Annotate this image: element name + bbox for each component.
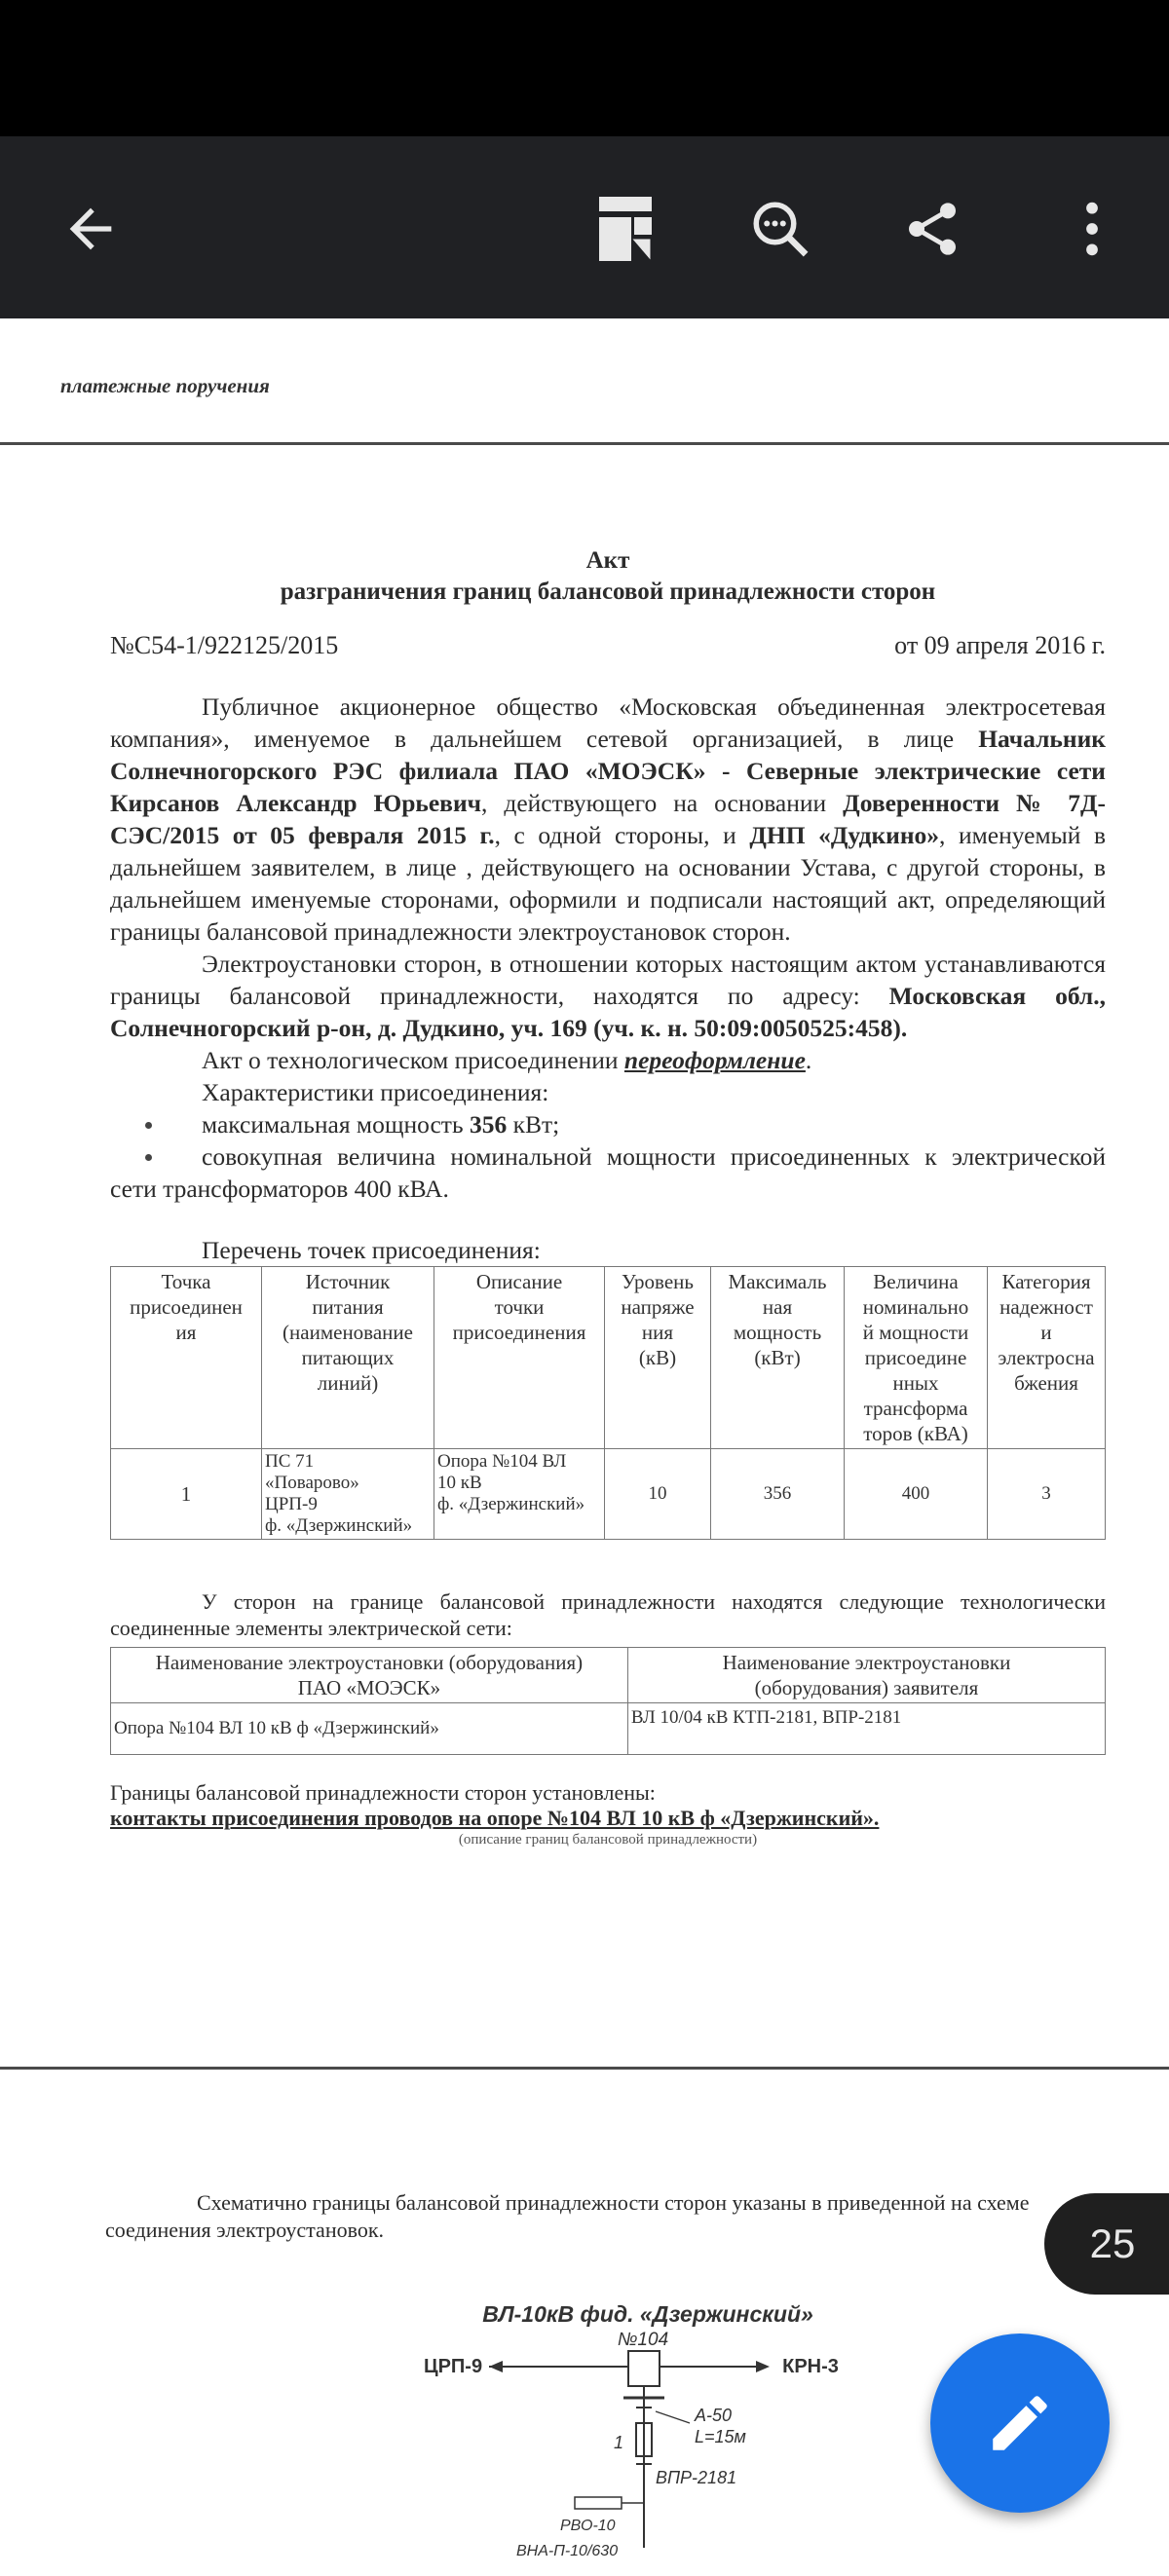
paragraph-address: Электроустановки сторон, в отношении которых настоящим актом устанавливаются границы балансовой принадлежности, находятся по адресу: Московская обл., Солнечногорский р-он, д. Дудкино, уч. 169 (уч. к. н. 50:09:0050525:458). <box>110 950 1106 1042</box>
diagram-rvo-label: РВО-10 <box>560 2518 616 2534</box>
act-document <box>110 545 1106 1848</box>
more-vert-icon <box>1082 198 1102 260</box>
table-cell: 400 <box>845 1449 988 1540</box>
search-button[interactable] <box>736 185 824 273</box>
borders-title: Границы балансовой принадлежности сторон установлены: <box>110 1780 656 1805</box>
bullet-icon <box>145 1122 152 1129</box>
doc-title <box>110 545 1106 608</box>
table-header-row <box>111 1648 1106 1703</box>
borders-text: контакты присоединения проводов на опоре №104 ВЛ 10 кВ ф «Дзержинский». <box>110 1806 880 1830</box>
bullet-icon <box>145 1154 152 1161</box>
paragraph-elements: У сторон на границе балансовой принадлежности находятся следующие технологически соединенные элементы электрической сети: <box>110 1589 1106 1640</box>
diagram-pole-box <box>628 2351 660 2386</box>
elements-table <box>110 1647 1106 1755</box>
table-header-cell: Точка присоединен ия <box>111 1267 262 1449</box>
table-header-cell: Описание точки присоединения <box>434 1267 605 1449</box>
arrow-right-icon <box>756 2361 770 2372</box>
table-header-cell: Максималь ная мощность (кВт) <box>711 1267 845 1449</box>
previous-page-caption: платежные поручения <box>60 374 270 397</box>
scheme-paragraph: Схематично границы балансовой принадлежности сторон указаны в приведенной на схеме соединения электроустановок. <box>105 2190 1030 2242</box>
page-divider <box>0 2067 1169 2070</box>
table-header-row <box>111 1267 1106 1449</box>
table-cell: 356 <box>711 1449 845 1540</box>
page-number: 25 <box>1089 2221 1136 2266</box>
diagram-svg <box>423 2296 935 2571</box>
diagram-number-label: 1 <box>614 2433 624 2452</box>
list-item: совокупная величина номинальной мощности присоединенных к электрической сети трансформаторов 400 кВА. <box>110 1142 1106 1203</box>
diagram-length-label: L=15м <box>695 2427 746 2446</box>
table-header-cell: Источник питания (наименование питающих линий) <box>262 1267 434 1449</box>
back-button[interactable] <box>47 185 134 273</box>
table-row <box>111 1703 1106 1755</box>
page-number-badge <box>1044 2193 1169 2295</box>
borders-caption: (описание границ балансовой принадлежности) <box>458 1832 758 1848</box>
arrow-left-icon <box>489 2361 503 2372</box>
connection-points-table <box>110 1266 1106 1540</box>
share-icon <box>901 198 963 260</box>
search-zoom-icon <box>748 197 812 261</box>
doc-title-line2: разграничения границ балансовой принадлежности сторон <box>280 579 936 605</box>
table-cell: ПС 71 «Поварово» ЦРП-9 ф. «Дзержинский» <box>262 1449 434 1540</box>
table-cell: 1 <box>111 1449 262 1540</box>
diagram-arrester <box>575 2497 622 2509</box>
table-cell: ВЛ 10/04 кВ КТП-2181, ВПР-2181 <box>627 1703 1105 1755</box>
table-cell: 3 <box>988 1449 1106 1540</box>
table-cell: 10 <box>605 1449 711 1540</box>
list-item: максимальная мощность 356 кВт; <box>110 1108 1106 1140</box>
diagram-vna-label: ВНА-П-10/630 <box>516 2543 619 2559</box>
diagram-left-label: ЦРП-9 <box>423 2356 483 2377</box>
paragraph-parties: Публичное акционерное общество «Московская объединенная электросетевая компания», именуемое в дальнейшем сетевой организацией, в лице Начальник Солнечногорского РЭС филиала ПАО «МОЭСК» - Северные электрические сети Кирсанов Александр Юрьевич, действующего на основании Доверенности № 7Д-СЭС/2015 от 05 февраля 2015 г., с одной стороны, и ДНП «Дудкино», именуемый в дальнейшем заявителем, в лице , действующего на основании Устава, с другой стороны, в дальнейшем именуемые сторонами, оформили и подписали настоящий акт, определяющий границы балансовой принадлежности электроустановок сторон. <box>110 692 1106 946</box>
table-header-cell: Наименование электроустановки (оборудования) заявителя <box>627 1648 1105 1703</box>
diagram-pole-label: №104 <box>617 2330 669 2350</box>
table-header-cell: Наименование электроустановки (оборудования) ПАО «МОЭСК» <box>111 1648 628 1703</box>
edit-button[interactable] <box>930 2333 1110 2513</box>
more-options-button[interactable] <box>1048 185 1136 273</box>
page-divider <box>0 442 1169 445</box>
doc-title-line1: Акт <box>585 547 630 574</box>
doc-number-line <box>110 629 1106 661</box>
points-title: Перечень точек присоединения: <box>202 1236 541 1264</box>
table-row <box>111 1449 1106 1540</box>
paragraph-characteristics: Характеристики присоединения: <box>202 1078 549 1106</box>
status-bar <box>0 0 1169 136</box>
paragraph-connection-act: Акт о технологическом присоединении переоформление. <box>202 1046 812 1074</box>
diagram-wire-label: А-50 <box>695 2406 733 2425</box>
arrow-left-icon <box>59 198 122 260</box>
doc-number: №С54-1/922125/2015 <box>110 631 339 659</box>
diagram-vpr-label: ВПР-2181 <box>656 2468 737 2487</box>
diagram-right-label: КРН-3 <box>782 2356 839 2377</box>
table-header-cell: Категория надежност и электросна бжения <box>988 1267 1106 1449</box>
app-bar <box>0 136 1169 318</box>
diagram-pointer <box>656 2411 690 2423</box>
table-cell: Опора №104 ВЛ 10 кВ ф. «Дзержинский» <box>434 1449 605 1540</box>
table-cell: Опора №104 ВЛ 10 кВ ф «Дзержинский» <box>111 1703 628 1755</box>
doc-date: от 09 апреля 2016 г. <box>894 631 1106 659</box>
pencil-icon <box>984 2387 1056 2459</box>
document-outline-icon <box>596 194 655 264</box>
diagram-title: ВЛ-10кВ фид. «Дзержинский» <box>482 2301 813 2327</box>
table-header-cell: Величина номинально й мощности присоедине нных трансформа торов (кВА) <box>845 1267 988 1449</box>
outline-button[interactable] <box>582 185 669 273</box>
share-button[interactable] <box>888 185 976 273</box>
connection-diagram <box>423 2296 935 2576</box>
table-header-cell: Уровень напряже ния (кВ) <box>605 1267 711 1449</box>
